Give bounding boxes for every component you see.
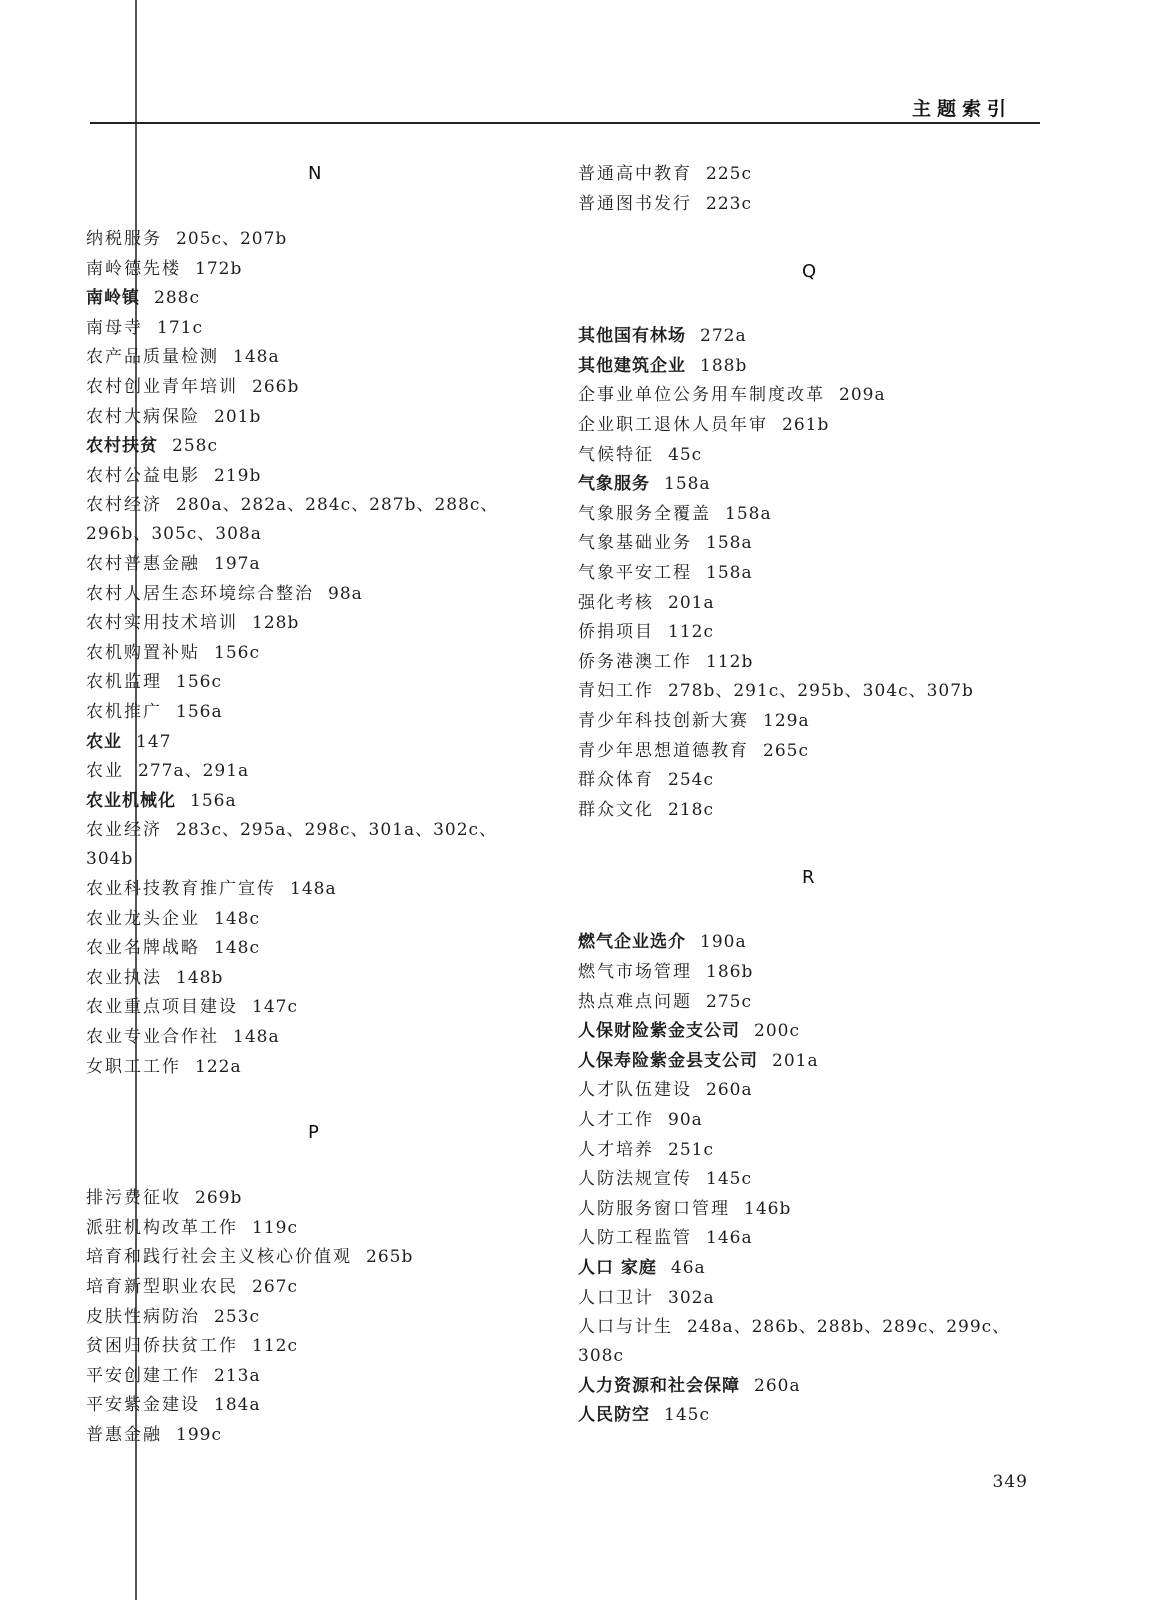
index-term: 人民防空 (578, 1405, 650, 1426)
index-pages: 253c (214, 1306, 260, 1327)
index-term: 人防法规宣传 (578, 1169, 692, 1190)
index-term: 普惠金融 (86, 1425, 162, 1445)
index-term: 农机推广 (86, 702, 162, 722)
index-pages: 122a (195, 1056, 242, 1077)
index-entry (86, 905, 536, 934)
index-term: 企业职工退休人员年审 (578, 415, 768, 435)
index-entry (86, 550, 536, 579)
index-term: 气象平安工程 (578, 563, 692, 583)
index-entry (578, 500, 1028, 529)
index-entry (578, 1284, 1028, 1313)
index-entry (86, 728, 536, 757)
index-entry (578, 529, 1028, 558)
index-pages: 260a (706, 1080, 753, 1101)
index-entry (86, 284, 536, 313)
index-pages: 302a (668, 1287, 715, 1308)
index-entry (86, 993, 536, 1022)
index-pages: 275c (706, 991, 752, 1012)
index-pages: 199c (176, 1425, 222, 1445)
index-term: 农村实用技术培训 (86, 613, 238, 634)
index-term: 纳税服务 (86, 229, 162, 249)
index-term: 青妇工作 (578, 681, 654, 702)
index-term: 农村公益电影 (86, 465, 200, 486)
index-pages: 156a (176, 702, 223, 722)
index-term: 其他国有林场 (578, 326, 686, 347)
index-term: 农村大病保险 (86, 406, 200, 427)
index-pages: 147 (136, 731, 172, 752)
index-term: 群众体育 (578, 770, 654, 791)
index-entry (578, 988, 1028, 1017)
index-pages: 218c (668, 799, 714, 820)
index-entry (578, 352, 1028, 381)
index-term: 燃气企业选介 (578, 932, 686, 953)
index-pages: 128b (252, 613, 300, 634)
index-pages: 148a (233, 1027, 280, 1047)
index-pages: 119c (252, 1217, 298, 1238)
index-entry (86, 757, 536, 786)
index-entry (86, 1421, 536, 1450)
index-pages: 45c (668, 444, 703, 465)
index-entry (578, 381, 1028, 410)
index-pages: 186b (706, 962, 754, 982)
index-term: 农业专业合作社 (86, 1027, 219, 1047)
index-pages: 201b (214, 406, 262, 427)
header-rule (90, 122, 1040, 124)
index-entry (86, 1391, 536, 1420)
index-term: 农机监理 (86, 672, 162, 693)
index-term: 人保寿险紫金县支公司 (578, 1050, 758, 1071)
index-entry (86, 432, 536, 461)
index-term: 热点难点问题 (578, 991, 692, 1012)
index-entry (86, 964, 536, 993)
index-pages: 172b (195, 258, 243, 279)
index-pages: 171c (157, 317, 203, 338)
index-pages: 146b (744, 1198, 792, 1219)
index-pages: 261b (782, 415, 830, 435)
index-pages: 156a (190, 790, 237, 811)
index-term: 农业 (86, 731, 122, 752)
index-pages: 278b、291c、295b、304c、307b (668, 681, 974, 702)
index-pages: 158a (664, 474, 711, 495)
index-pages: 112c (668, 622, 714, 643)
index-pages: 219b (214, 465, 262, 486)
index-term: 其他建筑企业 (578, 355, 686, 376)
index-term: 农业科技教育推广宣传 (86, 879, 276, 899)
index-pages: 277a、291a (138, 761, 250, 782)
index-entry (578, 1372, 1028, 1401)
index-pages: 190a (700, 932, 747, 953)
index-entry (578, 559, 1028, 588)
index-pages: 98a (328, 583, 363, 604)
index-term: 气象基础业务 (578, 533, 692, 554)
index-pages: 223c (706, 193, 752, 214)
index-entry (578, 1401, 1028, 1430)
index-pages: 265b (366, 1247, 414, 1268)
index-term: 派驻机构改革工作 (86, 1217, 238, 1238)
index-term: 人才队伍建设 (578, 1080, 692, 1101)
section-letter: N (308, 163, 322, 184)
index-entry (86, 1273, 536, 1302)
index-pages: 258c (172, 436, 218, 457)
running-header-title: 主题索引 (911, 98, 1012, 120)
index-pages: 200c (754, 1021, 800, 1042)
index-pages: 201a (668, 592, 715, 613)
index-entry (86, 1184, 536, 1213)
index-term: 人防工程监管 (578, 1228, 692, 1249)
index-entry (86, 698, 536, 727)
index-term: 平安紫金建设 (86, 1395, 200, 1416)
index-entry (86, 875, 536, 904)
index-entry (578, 737, 1028, 766)
index-pages: 145c (664, 1405, 710, 1426)
index-entry (578, 1313, 1028, 1371)
index-term: 人口 家庭 (578, 1258, 657, 1278)
index-term: 侨捐项目 (578, 622, 654, 643)
index-pages: 197a (214, 554, 261, 574)
index-entry (578, 1017, 1028, 1046)
index-term: 农业 (86, 761, 124, 782)
index-entry (578, 1224, 1028, 1253)
index-pages: 148a (290, 879, 337, 899)
index-entry (578, 190, 1028, 219)
index-entry (86, 1332, 536, 1361)
section-letter: P (308, 1122, 319, 1144)
section-letter: Q (802, 261, 817, 283)
index-pages: 267c (252, 1277, 298, 1297)
index-pages: 156c (176, 672, 222, 693)
index-term: 农村扶贫 (86, 436, 158, 457)
index-term: 农业执法 (86, 967, 162, 988)
index-term: 青少年思想道德教育 (578, 740, 749, 761)
index-term: 青少年科技创新大赛 (578, 711, 749, 731)
index-pages: 260a (754, 1375, 801, 1396)
index-term: 农业机械化 (86, 790, 176, 811)
index-entry (86, 255, 536, 284)
index-term: 农产品质量检测 (86, 347, 219, 368)
index-pages: 265c (763, 740, 809, 761)
index-pages: 129a (763, 711, 810, 731)
index-term: 普通图书发行 (578, 193, 692, 214)
index-term: 农村普惠金融 (86, 554, 200, 574)
index-pages: 148c (214, 908, 260, 929)
index-term: 皮肤性病防治 (86, 1306, 200, 1327)
index-pages: 112b (706, 651, 754, 672)
index-term: 群众文化 (578, 799, 654, 820)
index-term: 强化考核 (578, 592, 654, 613)
index-term: 气象服务全覆盖 (578, 503, 711, 524)
index-term: 南岭德先楼 (86, 258, 181, 279)
index-entry (578, 322, 1028, 351)
index-term: 人才工作 (578, 1110, 654, 1130)
index-term: 人口卫计 (578, 1287, 654, 1308)
index-pages: 201a (772, 1050, 819, 1071)
index-pages: 209a (839, 385, 886, 406)
index-pages: 288c (154, 288, 200, 309)
index-term: 农业龙头企业 (86, 908, 200, 929)
index-pages: 112c (252, 1336, 298, 1357)
index-pages: 248a、286b、288b、289c、299c、308c (578, 1317, 1011, 1367)
index-entry (86, 225, 536, 254)
index-pages: 280a、282a、284c、287b、288c、296b、305c、308a (86, 495, 499, 545)
index-pages: 205c、207b (176, 229, 288, 249)
index-pages: 283c、295a、298c、301a、302c、304b (86, 820, 498, 870)
index-term: 平安创建工作 (86, 1365, 200, 1386)
index-entry (86, 934, 536, 963)
index-pages: 46a (670, 1258, 706, 1278)
index-term: 侨务港澳工作 (578, 651, 692, 672)
index-entry (86, 609, 536, 638)
index-entry (578, 1106, 1028, 1135)
index-entry (578, 796, 1028, 825)
index-entry (578, 618, 1028, 647)
index-term: 排污费征收 (86, 1188, 181, 1209)
index-term: 人防服务窗口管理 (578, 1198, 730, 1219)
index-entry (578, 958, 1028, 987)
section-letter: R (802, 867, 815, 889)
index-pages: 90a (668, 1110, 703, 1130)
index-entry (578, 1047, 1028, 1076)
index-term: 普通高中教育 (578, 164, 692, 184)
index-pages: 145c (706, 1169, 752, 1190)
index-entry (578, 441, 1028, 470)
index-entry (578, 1254, 1028, 1283)
index-term: 农业重点项目建设 (86, 997, 238, 1018)
index-entry (86, 314, 536, 343)
index-term: 培育新型职业农民 (86, 1277, 238, 1297)
index-entry (86, 491, 536, 549)
index-term: 农村人居生态环境综合整治 (86, 583, 314, 604)
index-entry (86, 462, 536, 491)
index-entry (86, 1362, 536, 1391)
index-entry (86, 1214, 536, 1243)
index-pages: 213a (214, 1365, 261, 1386)
index-term: 女职工工作 (86, 1056, 181, 1077)
index-entry (86, 1303, 536, 1332)
index-term: 农机购置补贴 (86, 642, 200, 663)
index-entry (578, 470, 1028, 499)
index-entry (578, 1076, 1028, 1105)
index-entry (86, 816, 536, 874)
index-pages: 272a (700, 326, 747, 347)
index-entry (578, 1195, 1028, 1224)
index-entry (86, 1023, 536, 1052)
index-entry (578, 1165, 1028, 1194)
index-entry (86, 373, 536, 402)
index-pages: 251c (668, 1139, 714, 1160)
index-term: 气候特征 (578, 444, 654, 465)
index-term: 贫困归侨扶贫工作 (86, 1336, 238, 1357)
index-entry (86, 1053, 536, 1082)
index-entry (578, 411, 1028, 440)
index-pages: 156c (214, 642, 260, 663)
index-term: 人力资源和社会保障 (578, 1375, 740, 1396)
index-pages: 188b (700, 355, 748, 376)
index-entry (578, 707, 1028, 736)
index-pages: 266b (252, 377, 300, 397)
index-term: 南母寺 (86, 317, 143, 338)
index-entry (578, 1136, 1028, 1165)
index-term: 人保财险紫金支公司 (578, 1021, 740, 1042)
index-entry (86, 580, 536, 609)
index-pages: 158a (706, 533, 753, 554)
index-pages: 158a (706, 563, 753, 583)
index-entry (86, 403, 536, 432)
index-entry (578, 589, 1028, 618)
index-pages: 147c (252, 997, 298, 1018)
index-pages: 158a (725, 503, 772, 524)
index-term: 人才培养 (578, 1139, 654, 1160)
index-entry (578, 677, 1028, 706)
index-pages: 148a (233, 347, 280, 368)
index-pages: 269b (195, 1188, 243, 1209)
index-entry (578, 928, 1028, 957)
index-term: 燃气市场管理 (578, 962, 692, 982)
index-pages: 184a (214, 1395, 261, 1416)
index-entry (578, 766, 1028, 795)
index-entry (578, 648, 1028, 677)
index-entry (86, 639, 536, 668)
index-term: 人口与计生 (578, 1317, 673, 1338)
index-entry (86, 343, 536, 372)
index-term: 农村创业青年培训 (86, 377, 238, 397)
index-pages: 254c (668, 770, 714, 791)
index-term: 农村经济 (86, 495, 162, 516)
index-term: 培育和践行社会主义核心价值观 (86, 1247, 352, 1268)
index-term: 农业名牌战略 (86, 938, 200, 959)
index-entry (578, 160, 1028, 189)
page-number: 349 (992, 1472, 1028, 1492)
index-pages: 148b (176, 967, 224, 988)
index-term: 企事业单位公务用车制度改革 (578, 385, 825, 406)
index-term: 气象服务 (578, 474, 650, 495)
index-entry (86, 1243, 536, 1272)
index-pages: 225c (706, 164, 752, 184)
index-pages: 148c (214, 938, 260, 959)
index-term: 南岭镇 (86, 288, 140, 309)
index-term: 农业经济 (86, 820, 162, 841)
index-pages: 146a (706, 1228, 753, 1249)
index-entry (86, 668, 536, 697)
index-entry (86, 787, 536, 816)
